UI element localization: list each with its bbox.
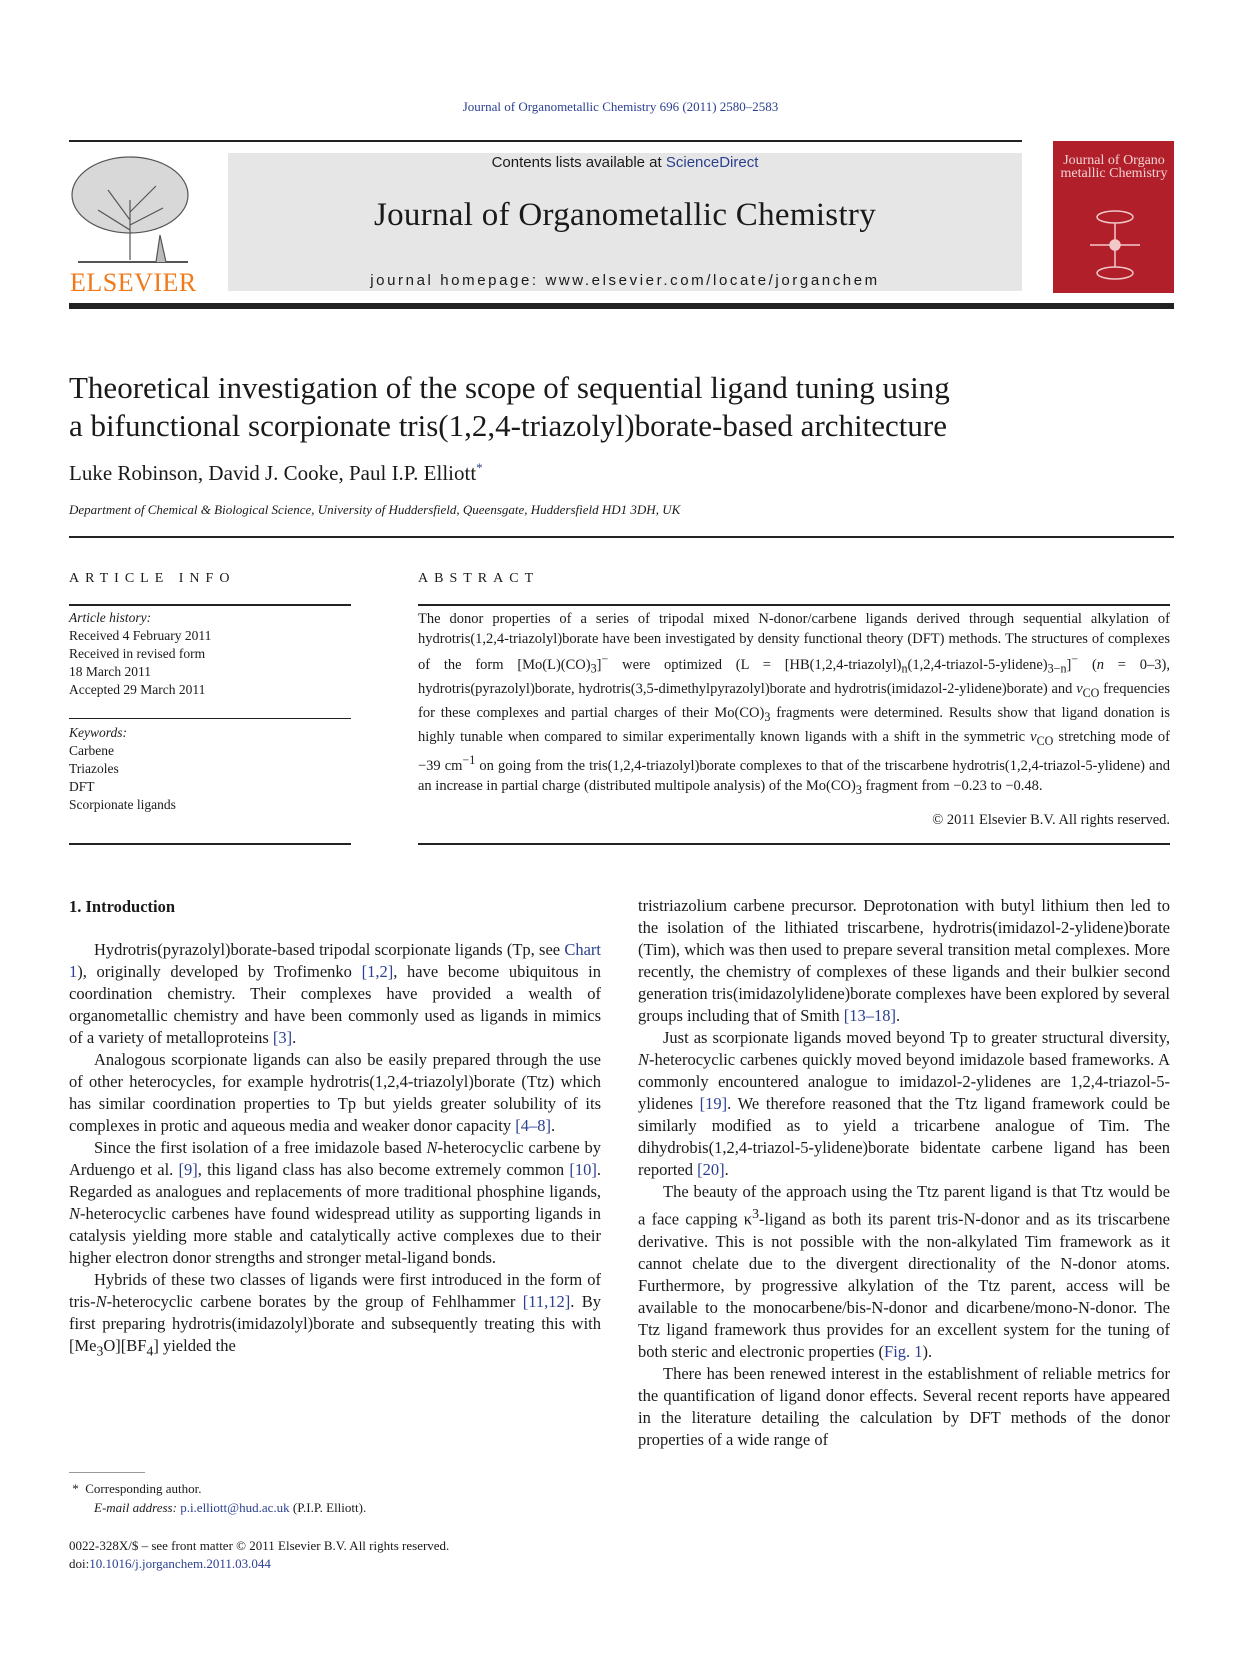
header-bottom-rule [69, 303, 1174, 309]
introduction-heading: 1. Introduction [69, 897, 176, 916]
abstract-bottom-rule [418, 843, 1170, 845]
author-email-link[interactable]: p.i.elliott@hud.ac.uk [180, 1500, 290, 1515]
ref-link[interactable]: [13–18] [843, 1006, 897, 1025]
ref-link[interactable]: [10] [569, 1160, 597, 1179]
fig-1-link[interactable]: Fig. 1 [884, 1341, 923, 1361]
title-rule [69, 536, 1174, 538]
doi-link[interactable]: 10.1016/j.jorganchem.2011.03.044 [89, 1556, 271, 1571]
chart-1-link[interactable]: Chart 1 [69, 940, 601, 981]
ref-link[interactable]: [20] [697, 1160, 725, 1179]
keywords-rule [69, 718, 351, 719]
abstract-text: The donor properties of a series of tripodal mixed N-donor/carbene ligands derived through sequential alkylation of hydrotris(1,2,4-triazolyl)borate have been investigated by density functional theory (DFT) methods. The structures of complexes of the form $[Mo(L)(CO)_3]^-$ were optimized ($L = [HB(1,2,4-triazolyl)_n(1,2,4-triazol-5-ylidene)_{3-n}]^-$ (n = 0–3), hydrotris(pyrazolyl)borate, hydrotris(3,5-dimethylpyrazolyl)borate and hydrotris(imidazol-2-ylidene)borate) and $\nu_{CO}$ frequencies for these complexes and partial charges of their $Mo(CO)_3$ fragments were determined. Results show that ligand donation is highly tunable when compared to similar experimentally known ligands with a shift in the symmetric $\nu_{CO}$ stretching mode of −39 $cm^{-1}$ on going from the tris(1,2,4-triazolyl)borate complexes to that of the triscarbene hydrotris(1,2,4-triazol-5-ylidene) and an increase in partial charge (distributed multipole analysis) of the $Mo(CO)_3$ fragment from −0.23 to −0.48. [418, 611, 1171, 798]
article-info-rule [69, 604, 351, 606]
ref-link[interactable]: [3] [272, 1028, 293, 1047]
contents-available: Contents lists available at ScienceDirect [491, 154, 759, 171]
footnote-rule [69, 1472, 145, 1473]
elsevier-tree-logo [68, 150, 198, 268]
ref-link[interactable]: [9] [178, 1160, 198, 1179]
article-title: Theoretical investigation of the scope of sequential ligand tuning using a bifunctional scorpionate tris(1,2,4-triazolyl)borate-based architecture [69, 370, 950, 443]
journal-name: Journal of Organometallic Chemistry [373, 197, 877, 233]
header-top-rule [69, 140, 1022, 142]
introduction-right-column: tristriazolium carbene precursor. Deprotonation with butyl lithium then led to the isolation of the lithiated triscarbene, hydrotris(imidazol-2-ylidene)borate (Tim), which was then used to prepare several transition metal complexes. More recently, the chemistry of complexes of these ligands and their bulkier second generation tris(imidazolylidene)borate complexes have been explored by several groups including that of Smith [13–18]. Just as scorpionate ligands moved beyond Tp to greater structural diversity, N-heterocyclic carbenes quickly moved beyond imidazole based frameworks. A commonly encountered analogue to imidazol-2-ylidenes are 1,2,4-triazol-5-ylidenes [19]. We therefore reasoned that the Ttz ligand framework could be similarly modified as to yield a tricarbene analogue of Tim. The dihydrobis(1,2,4-triazol-5-ylidene)borate bidentate carbene ligand has been reported [20]. The beauty of the approach using the Ttz parent ligand is that Ttz would be a face capping $\kappa^3$-ligand as both its parent tris-N-donor and as its triscarbene derivative. This is not possible with the non-alkylated Tim framework as it cannot chelate due to the divergent directionality of the N-donor atoms. Furthermore, by progressive alkylation of the Ttz parent, access will be available to the monocarbene/bis-N-donor and dicarbene/mono-N-donor. The Ttz ligand framework thus provides for an excellent system for the tuning of both steric and electronic properties (Fig. 1). There has been renewed interest in the establishment of reliable metrics for the quantification of ligand donor effects. Several recent reports have appeared in the literature detailing the calculation by DFT methods of the donor properties of a wide range of [638, 896, 1170, 1449]
ref-link[interactable]: [1,2] [361, 962, 394, 981]
article-info-heading: ARTICLE INFO [69, 571, 236, 586]
ref-link[interactable]: [4–8] [515, 1116, 551, 1135]
journal-homepage[interactable]: journal homepage: www.elsevier.com/locate/jorganchem [370, 272, 880, 289]
journal-reference[interactable]: Journal of Organometallic Chemistry 696 (2011) 2580–2583 [462, 99, 779, 114]
introduction-left-column: Hydrotris(pyrazolyl)borate-based tripodal scorpionate ligands (Tp, see Chart 1), originally developed by Trofimenko [1,2], have become ubiquitous in coordination chemistry. Their complexes have provided a wealth of organometallic chemistry and have been commonly used as ligands in mimics of a variety of metalloproteins [3]. Analogous scorpionate ligands can also be easily prepared through the use of other heterocycles, for example hydrotris(1,2,4-triazolyl)borate (Ttz) which has similar coordination properties to Tp but yields greater solubility of its complexes in protic and aqueous media and weaker donor capacity [4–8]. Since the first isolation of a free imidazole based N-heterocyclic carbene by Arduengo et al. [9], this ligand class has also become extremely common [10]. Regarded as analogues and replacements of more traditional phosphine ligands, N-heterocyclic carbenes have found widespread utility as supporting ligands in catalysis yielding more stable and catalytically active complexes due to their higher electron donor strengths and stronger metal-ligand bonds. Hybrids of these two classes of ligands were first introduced in the form of tris-N-heterocyclic carbene borates by the group of Fehlhammer [11,12]. By first preparing hydrotris(imidazolyl)borate and subsequently treating this with $[Me_3O][BF_4]$ yielded the [69, 940, 601, 1359]
keywords: Keywords: Carbene Triazoles DFT Scorpionate ligands [69, 725, 176, 812]
page-footer: 0022-328X/$ – see front matter © 2011 Elsevier B.V. All rights reserved. doi:10.1016/j.jorganchem.2011.03.044 [69, 1538, 450, 1571]
ref-link[interactable]: [11,12] [522, 1292, 571, 1311]
article-info-bottom-rule [69, 843, 351, 845]
footnote: * Corresponding author. E-mail address: p.i.elliott@hud.ac.uk (P.I.P. Elliott). [72, 1481, 367, 1515]
abstract-heading: ABSTRACT [418, 571, 540, 586]
elsevier-logo-text: ELSEVIER [70, 268, 197, 297]
abstract-copyright: © 2011 Elsevier B.V. All rights reserved. [932, 812, 1170, 828]
sciencedirect-link[interactable]: ScienceDirect [665, 154, 759, 171]
corresponding-author-mark[interactable]: * [476, 460, 483, 475]
abstract-rule [418, 604, 1170, 606]
article-history: Article history: Received 4 February 2011 Received in revised form 18 March 2011 Accepted 29 March 2011 [69, 610, 212, 697]
ref-link[interactable]: [19] [699, 1094, 728, 1113]
journal-cover-title: Journal of Organo metallic Chemistry [1060, 153, 1168, 181]
affiliation: Department of Chemical & Biological Science, University of Huddersfield, Queensgate, Huddersfield HD1 3DH, UK [69, 502, 681, 517]
author-list: Luke Robinson, David J. Cooke, Paul I.P. Elliott* [69, 460, 483, 485]
cover-molecule-graphic [1070, 205, 1160, 285]
